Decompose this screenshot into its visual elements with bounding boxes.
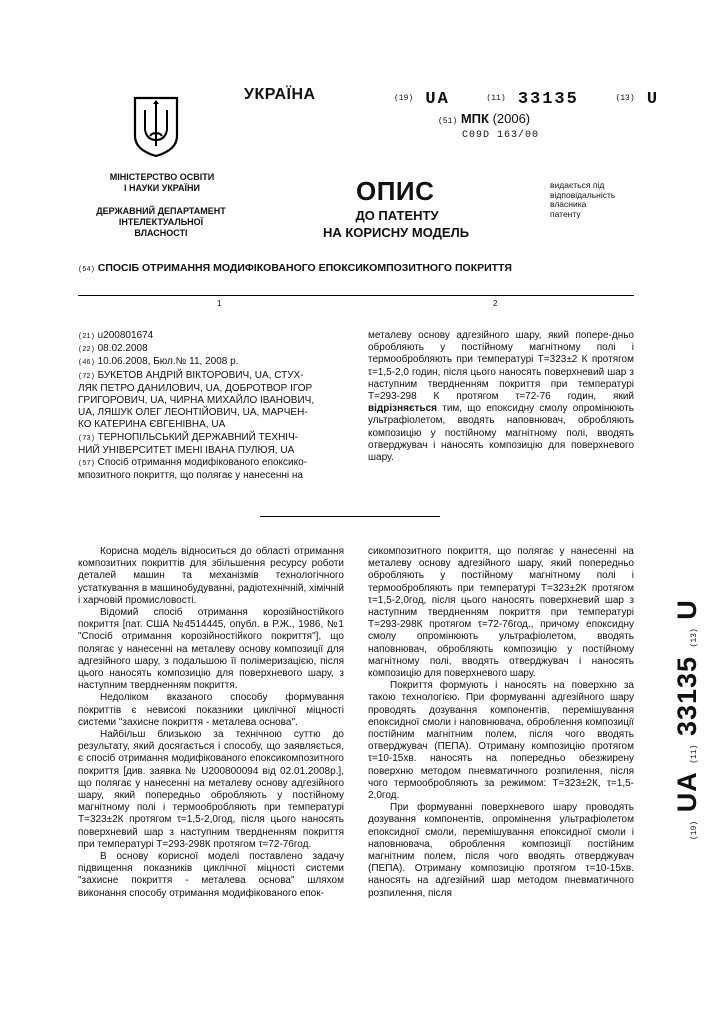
patent-kind: U xyxy=(646,90,660,109)
invention-title-text: СПОСІБ ОТРИМАННЯ МОДИФІКОВАНОГО ЕПОКСИКОМПОЗИТНОГО ПОКРИТТЯ xyxy=(97,262,512,274)
inventors-line: КО КАТЕРИНА ЄВГЕНІВНА, UA xyxy=(78,419,226,431)
biblio-row xyxy=(78,370,340,383)
issued-note xyxy=(550,181,640,219)
inid-code: (13) xyxy=(690,628,699,648)
ipc-class: C09D 163/00 xyxy=(462,130,540,141)
ipc-line xyxy=(438,111,530,126)
country-code: UA xyxy=(425,90,450,109)
ipc-label: МПК xyxy=(460,111,489,126)
paragraph: При формуванні поверхневого шару проводять дозування компонентів, опромінення ультрафіолетом епоксидної смоли, перемішування епоксидної смоли і наповнювача, оброблення композиції постійним магнітним полем, після чого вводять отверджувач (ПЕПА). Отриману композицію протягом τ=10-15хв. наносять на адгезійний шар методом пневматичного розпилення, після xyxy=(368,802,634,899)
bibliographic-data xyxy=(78,330,340,482)
inventors-line: БУКЕТОВ АНДРІЙ ВІКТОРОВИЧ, UA, СТУХ- xyxy=(97,369,304,381)
biblio-row xyxy=(78,432,340,445)
department-name xyxy=(86,206,236,239)
issued-note-line: власника xyxy=(550,199,587,209)
description-column-left xyxy=(78,546,344,900)
issued-note-line: видається під xyxy=(550,180,605,190)
document-subtitle: ДО ПАТЕНТУ xyxy=(355,208,439,223)
department-line: ВЛАСНОСТІ xyxy=(134,228,188,238)
inid-code: (73) xyxy=(78,434,95,443)
claim-line: Спосіб отримання модифікованого епоксико- xyxy=(97,457,308,469)
coat-of-arms-icon xyxy=(133,96,179,158)
issued-note-line: патенту xyxy=(550,208,581,219)
description-column-right xyxy=(368,546,634,900)
filing-date: 08.02.2008 xyxy=(97,343,148,355)
paragraph: Покриття формують і наносять на поверхню за такою технологією. При формуванні адгезійного шару проводять дозування компонентів, перемішування епоксидної смоли і наповнювача, оброблення композиції постійним магнітним полем, після чого вводять отверджувач (ПЕПА). Отриману композицію протягом τ=10-15хв. наносять на попередньо обезжирену поверхню методом пневматичного розпилення, після чого термообробляють за режимом: Т=323±2К, τ=1,5-2,0год. xyxy=(368,680,634,802)
inid-code: (72) xyxy=(78,372,95,381)
claim-continuation xyxy=(368,330,634,464)
paragraph: сикомпозитного покриття, що полягає у нанесенні на металеву основу адгезійного шару, який попередньо обробляють у постійному магнітному полі і термообробляють при температурі Т=323±2К протягом τ=1,5-2,0год, після цього наносять поверхневий шар з наступним твердненням покриття при температурі Т=293-298К протягом τ=72-76год., причому епоксидну смолу опромінюють ультрафіолетом, вводять наповнювач, обробляють композицію у постійному магнітному полі, вводять отверджувач і наносять композицію для поверхневого шару. xyxy=(368,546,634,680)
application-number: u200801674 xyxy=(97,330,154,341)
inventors-line: ГРИГОРОВИЧ, UA, ЧИРНА МИХАЙЛО ІВАНОВИЧ, xyxy=(78,395,315,407)
inid-code: (51) xyxy=(438,117,458,126)
paragraph: Найбільш близькою за технічною суттю до результату, який досягається і способу, що заявляється, є спосіб отримання модифікованого епоксикомпозитного покриття [див. заявка № U200800094 від 02.01.2008р.], що полягає у нанесенні на металеву основу адгезійного шару, який попередньо обробляють у постійному магнітному полі і термообробляють при температурі Т=323±2К протягом τ=1,5-2,0год, після цього наносять поверхневий шар з наступним твердненням покриття при температурі Т=293-298К протягом τ=72-76год. xyxy=(78,729,344,850)
patent-code-line xyxy=(394,90,659,109)
document-title: ОПИС xyxy=(356,176,435,206)
paragraph: Корисна модель відноситься до області отримання композитних покриттів для збільшення ресурсу роботи деталей машин та механізмів технологічного устаткування в машинобудуванні, радіотехнічній, хімічній і харчовій промисловості. xyxy=(78,546,344,606)
country-name: УКРАЇНА xyxy=(244,86,316,103)
country-code: UA xyxy=(672,772,702,813)
biblio-row xyxy=(78,356,340,369)
publication-date: 10.06.2008, Бюл.№ 11, 2008 р. xyxy=(97,356,239,368)
inid-code: (54) xyxy=(78,266,95,274)
claim-text: металеву основу адгезійного шару, який попере-дньо обробляють у постійному магнітному полі і термообробляють при температурі Т=323±2 К протягом τ=1,5-2,0 годин, після цього наносять поверхневий шар з наступним твердненням покриття при температурі Т=293-298 К протягом τ=72-76 годин, який xyxy=(368,330,634,403)
ministry-name xyxy=(96,172,228,194)
side-patent-label xyxy=(640,580,700,840)
issued-note-line: відповідальність xyxy=(550,189,616,200)
paragraph: Недоліком вказаного способу формування покриттів є невисокі показники циклічної міцності системи "захисне покриття - металева основа". xyxy=(78,692,344,728)
ministry-line: І НАУКИ УКРАЇНИ xyxy=(124,183,200,193)
inid-code: (19) xyxy=(394,94,414,104)
inid-code: (21) xyxy=(78,333,95,341)
department-line: ДЕРЖАВНИЙ ДЕПАРТАМЕНТ xyxy=(96,206,226,216)
owner-line: ТЕРНОПІЛЬСЬКИЙ ДЕРЖАВНИЙ ТЕХНІЧ- xyxy=(97,431,299,443)
patent-number: 33135 xyxy=(517,90,579,109)
patent-number: 33135 xyxy=(672,655,702,737)
inid-code: (57) xyxy=(78,460,95,469)
inid-code: (46) xyxy=(78,359,95,368)
department-line: ІНТЕЛЕКТУАЛЬНОЇ xyxy=(118,217,204,227)
biblio-row xyxy=(78,343,340,356)
claim-text: тим, що епоксидну смолу опромінюють ультрафіолетом, вводять наповнювач, обробляють композицію у постійному магнітному полі, вводять отверджувач і наносять композицію для поверхневого шару. xyxy=(368,403,635,464)
inid-code: (11) xyxy=(486,94,506,104)
inventors-line: UA, ЛЯШУК ОЛЕГ ЛЕОНТІЙОВИЧ, UA, МАРЧЕН- xyxy=(78,407,308,419)
claim-keyword: відрізняється xyxy=(368,403,437,415)
inid-code: (22) xyxy=(78,346,95,355)
inid-code: (19) xyxy=(690,820,699,840)
section-divider xyxy=(260,516,440,517)
inid-code: (13) xyxy=(615,94,635,104)
ipc-year: (2006) xyxy=(492,111,531,126)
column-number: 2 xyxy=(493,299,498,308)
biblio-row xyxy=(78,457,340,470)
ministry-line: МІНІСТЕРСТВО ОСВІТИ xyxy=(109,172,215,182)
column-number: 1 xyxy=(217,299,222,308)
inventors-line: ЛЯК ПЕТРО ДАНИЛОВИЧ, UA, ДОБРОТВОР ІГОР xyxy=(78,382,313,394)
biblio-row xyxy=(78,330,340,343)
paragraph: В основу корисної моделі поставлено задачу підвищення показників циклічної міцності системи "захисне покриття - металева основа" шляхом виконання способу отримання модифікованого епок- xyxy=(78,851,344,899)
patent-kind: U xyxy=(672,599,702,620)
paragraph: Відомий спосіб отримання корозійностійкого покриття [пат. США №4514445, опубл. в Р.Ж., 1986, №1 "Спосіб отримання корозійностійкого покриття"], що полягає у нанесенні на металеву основу композиції для адгезійного шару, з подальшою її полімеризацією, після цього наносять композицію для поверхневого шару, з наступним твердненням покриття. xyxy=(78,607,344,692)
claim-line: мпозитного покриття, що полягає у нанесенні на xyxy=(78,470,303,482)
invention-title xyxy=(78,262,512,274)
owner-line: НИЙ УНІВЕРСИТЕТ ІМЕНІ ІВАНА ПУЛЮЯ, UA xyxy=(78,444,295,456)
divider xyxy=(78,295,634,296)
inid-code: (11) xyxy=(690,744,699,764)
document-subtitle: НА КОРИСНУ МОДЕЛЬ xyxy=(322,225,470,240)
